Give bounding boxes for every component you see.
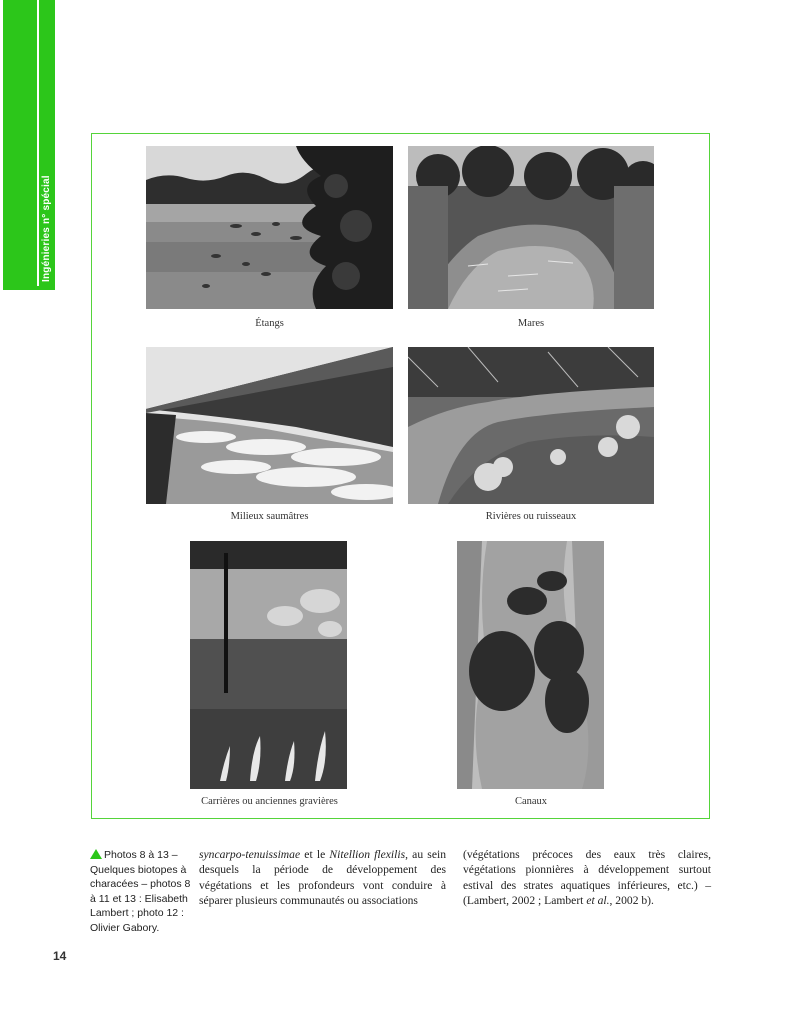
photo-mares [408,146,654,309]
caption-canaux: Canaux [514,796,548,807]
photo-rivieres [408,347,654,504]
caption-mares: Mares [517,318,545,329]
col1-text-a: et le [300,848,330,861]
photo-canaux [457,541,604,789]
caption-rivieres: Rivières ou ruisseaux [485,511,577,522]
photo-milieux-saumatres [146,347,393,504]
journal-label: Ingénieries n° spécial [41,175,52,282]
photo-note-text: Quelques biotopes à characées – photos 8 à 11 et 13 : Elisabeth Lambert ; photo 12 : Olivier Gabory. [90,863,191,934]
photo-carrieres [190,541,347,789]
caption-etangs: Étangs [255,318,284,329]
side-tab [3,0,55,290]
photo-note-title: Photos 8 à 13 – [104,849,178,861]
body-column-2 [463,847,711,908]
taxon-1: syncarpo-tenuissimae [199,848,301,861]
page-number: 14 [53,949,67,963]
col1-text-b: , au sein desquels la période de développement des végétations et les profondeurs vont conduire à séparer plusieurs communautés ou associations [199,848,446,907]
triangle-marker-icon [90,849,102,859]
tab-divider [37,0,39,286]
photo-note [90,848,195,935]
photo-etangs [146,146,393,309]
col2-text-a: (végétations précoces des eaux très claires, végétations pionnières à développement surtout estival des strates aquatiques inférieures, etc.) – (Lambert, 2002 ; Lambert [463,848,711,907]
body-column-1 [199,847,446,908]
et-al: et al. [586,893,610,907]
col2-text-b: , 2002 b). [609,893,654,907]
caption-carrieres: Carrières ou anciennes gravières [201,796,338,807]
taxon-2: Nitellion flexilis [329,848,406,861]
caption-milieux-saumatres: Milieux saumâtres [230,511,309,522]
